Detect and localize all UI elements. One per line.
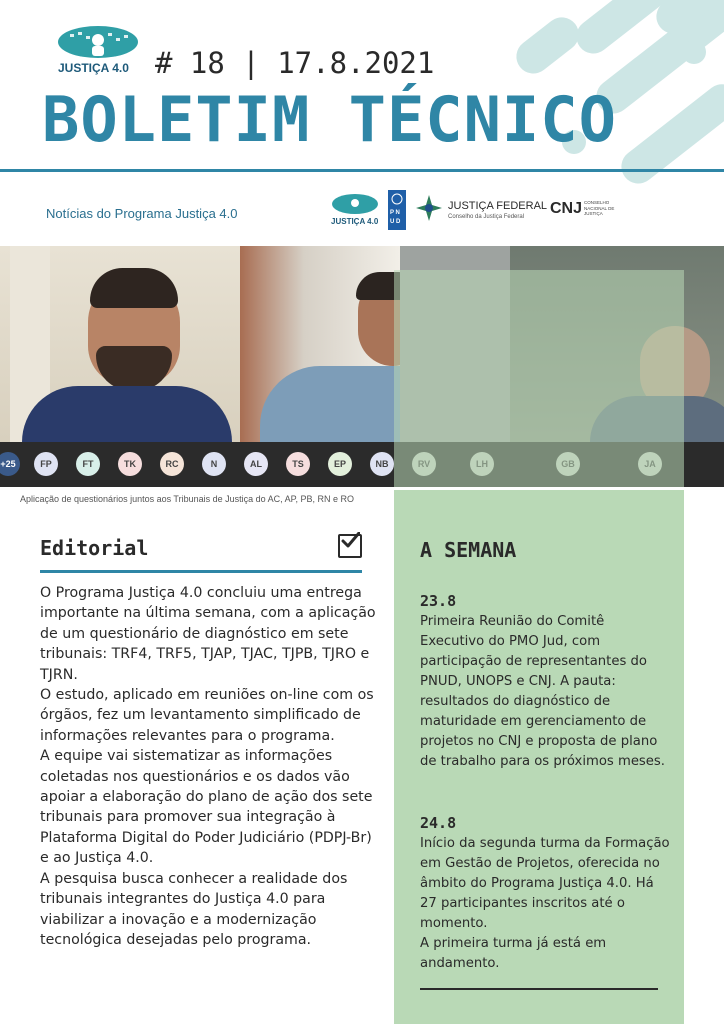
participant-avatar: TK bbox=[118, 452, 142, 476]
semana-divider bbox=[420, 988, 658, 990]
justica-federal-sublabel: Conselho da Justiça Federal bbox=[448, 214, 525, 220]
semana-text: Início da segunda turma da Formação em Gestão de Projetos, oferecida no âmbito do Programa Justiça 4.0. Há 27 participantes inscritos até o momento. A primeira turma já está em andamento. bbox=[420, 836, 670, 971]
participant-avatar: FP bbox=[34, 452, 58, 476]
participant-avatar: EP bbox=[328, 452, 352, 476]
header-divider bbox=[0, 169, 724, 172]
photo-green-overlay bbox=[394, 270, 684, 487]
semana-heading: A SEMANA bbox=[420, 538, 517, 562]
cnj-sublabel: CONSELHO NACIONAL DE JUSTIÇA bbox=[584, 200, 615, 216]
checkbox-icon bbox=[338, 534, 362, 558]
participant-avatar: RC bbox=[160, 452, 184, 476]
editorial-divider bbox=[40, 570, 362, 573]
video-panel-2 bbox=[240, 246, 400, 442]
participant-avatar: NB bbox=[370, 452, 394, 476]
participant-avatar: +25 bbox=[0, 452, 20, 476]
editorial-paragraph: O Programa Justiça 4.0 concluiu uma entrega importante na última semana, com a aplicação de um questionário de diagnóstico em sete tribunais: TRF4, TRF5, TJAP, TJAC, TJPB, TJRO e TJRN. bbox=[40, 585, 376, 683]
justica-federal-label: JUSTIÇA FEDERAL bbox=[448, 200, 548, 212]
semana-date: 24.8 bbox=[420, 814, 457, 832]
participant-avatar: TS bbox=[286, 452, 310, 476]
cnj-logo: CNJ bbox=[550, 200, 583, 217]
justica-40-logo bbox=[56, 24, 140, 76]
pnud-logo bbox=[388, 190, 406, 230]
participant-avatar: N bbox=[202, 452, 226, 476]
semana-date: 23.8 bbox=[420, 592, 457, 610]
justica-40-partner-logo bbox=[330, 192, 380, 228]
editorial-paragraph: O estudo, aplicado em reuniões on-line com os órgãos, fez um levantamento simplificado de informações relevantes para o programa. bbox=[40, 687, 374, 744]
editorial-paragraph: A equipe vai sistematizar as informações coletadas nos questionários e os dados vão apoiar a elaboração do plano de ação dos sete tribunais para promover sua integração à Plataforma Digital do Poder Judiciário (PDPJ-Br) e ao Justiça 4.0. bbox=[40, 748, 373, 867]
semana-text: Primeira Reunião do Comitê Executivo do PMO Jud, com participação de representantes do PNUD, UNOPS e CNJ. A pauta: resultados do diagnóstico de maturidade em gerenciamento de projetos no CNJ e proposta de plano de trabalho para os próximos meses. bbox=[420, 614, 665, 769]
photo-caption: Aplicação de questionários juntos aos Tribunais de Justiça do AC, AP, PB, RN e RO bbox=[20, 494, 355, 504]
page-title: BOLETIM TÉCNICO bbox=[42, 83, 617, 156]
logo-wordmark: JUSTIÇA 4.0 bbox=[58, 61, 129, 75]
participant-avatar: FT bbox=[76, 452, 100, 476]
editorial-body bbox=[40, 583, 380, 950]
issue-number-date: # 18 | 17.8.2021 bbox=[155, 46, 435, 80]
svg-text:U D: U D bbox=[390, 219, 401, 225]
video-panel-1 bbox=[0, 246, 240, 442]
participant-avatar: AL bbox=[244, 452, 268, 476]
justica-federal-emblem-icon bbox=[415, 194, 443, 222]
partner-justica40-text: JUSTIÇA 4.0 bbox=[331, 217, 379, 226]
svg-text:P N: P N bbox=[390, 210, 400, 216]
editorial-paragraph: A pesquisa busca conhecer a realidade dos tribunais integrantes do Justiça 4.0 para viabilizar a inovação e a modernização tecnológica desejadas pelo programa. bbox=[40, 870, 348, 948]
subtitle: Notícias do Programa Justiça 4.0 bbox=[46, 206, 238, 221]
editorial-heading: Editorial bbox=[40, 536, 149, 560]
